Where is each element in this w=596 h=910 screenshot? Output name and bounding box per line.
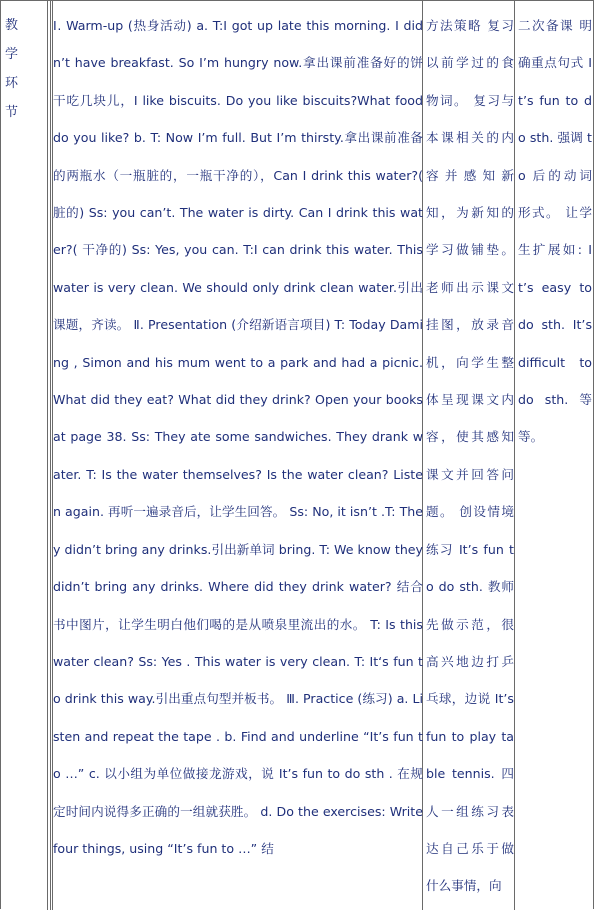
column-divider-1 — [47, 1, 48, 910]
teaching-procedure-text: Ⅰ. Warm-up (热身活动) a. T:I got up late this morning. I didn’t have breakfast. So I’m hungry now.拿出课前准备好的饼干吃几块儿，I like biscuits. Do you like biscuits?What food do you like? b. T: Now I’m full. But I’m thirsty.拿出课前准备的两瓶水（一瓶脏的，一瓶干净的），Can I drink this water?( 脏的) Ss: you can’t. The water is dirty. Can I drink this water?( 干净的) Ss: Yes, you can. T:I can drink this water. This water is very clean. We should only drink clean water.引出课题，齐读。 Ⅱ. Presentation (介绍新语言项目) T: Today Daming , Simon and his mum went to a park and had a picnic. What did they eat? What did they drink? Open your books at page 38. Ss: They ate some sandwiches. They drank water. T: Is the water themselves? Is the water clean? Listen again. 再听一遍录音后，让学生回答。 Ss: No, it isn’t .T: They didn’t bring any drinks.引出新单词 bring. T: We know they didn’t bring any drinks. Where did they drink water? 结合书中图片，让学生明白他们喝的是从喷泉里流出的水。 T: Is this water clean? Ss: Yes . This water is very clean. T: It‘s fun to drink this way.引出重点句型并板书。 Ⅲ. Practice (练习) a. Listen and repeat the tape . b. Find and underline “It’s fun to …” c. 以小组为单位做接龙游戏，说 It’s fun to do sth . 在规定时间内说得多正确的一组就获胜。 d. Do the exercises: Write four things, using “It’s fun to …” 结 — [53, 18, 423, 856]
phase-label — [5, 11, 47, 127]
method-strategy-text: 方法策略 复习以前学过的食物词。 复习与本课相关的内容并感知新知，为新知的学习做铺垫。 老师出示课文挂图，放录音机，向学生整体呈现课文内容，使其感知课文并回答问题。 创设情境练习 It’s fun to do sth. 教师先做示范，很高兴地边打乒乓球，边说 It’s fun to play table tennis. 四人一组练习表达自己乐于做什么事情，向 — [426, 18, 514, 894]
second-prep-notes-text: 二次备课 明确重点句式 It’s fun to do sth. 强调 to 后的动词形式。 让学生扩展如: It’s easy to do sth. It’s difficult to do sth. 等等。 — [518, 18, 592, 445]
column-divider-4 — [514, 1, 515, 910]
phase-label-text: 教 学 环 节 — [5, 18, 19, 120]
